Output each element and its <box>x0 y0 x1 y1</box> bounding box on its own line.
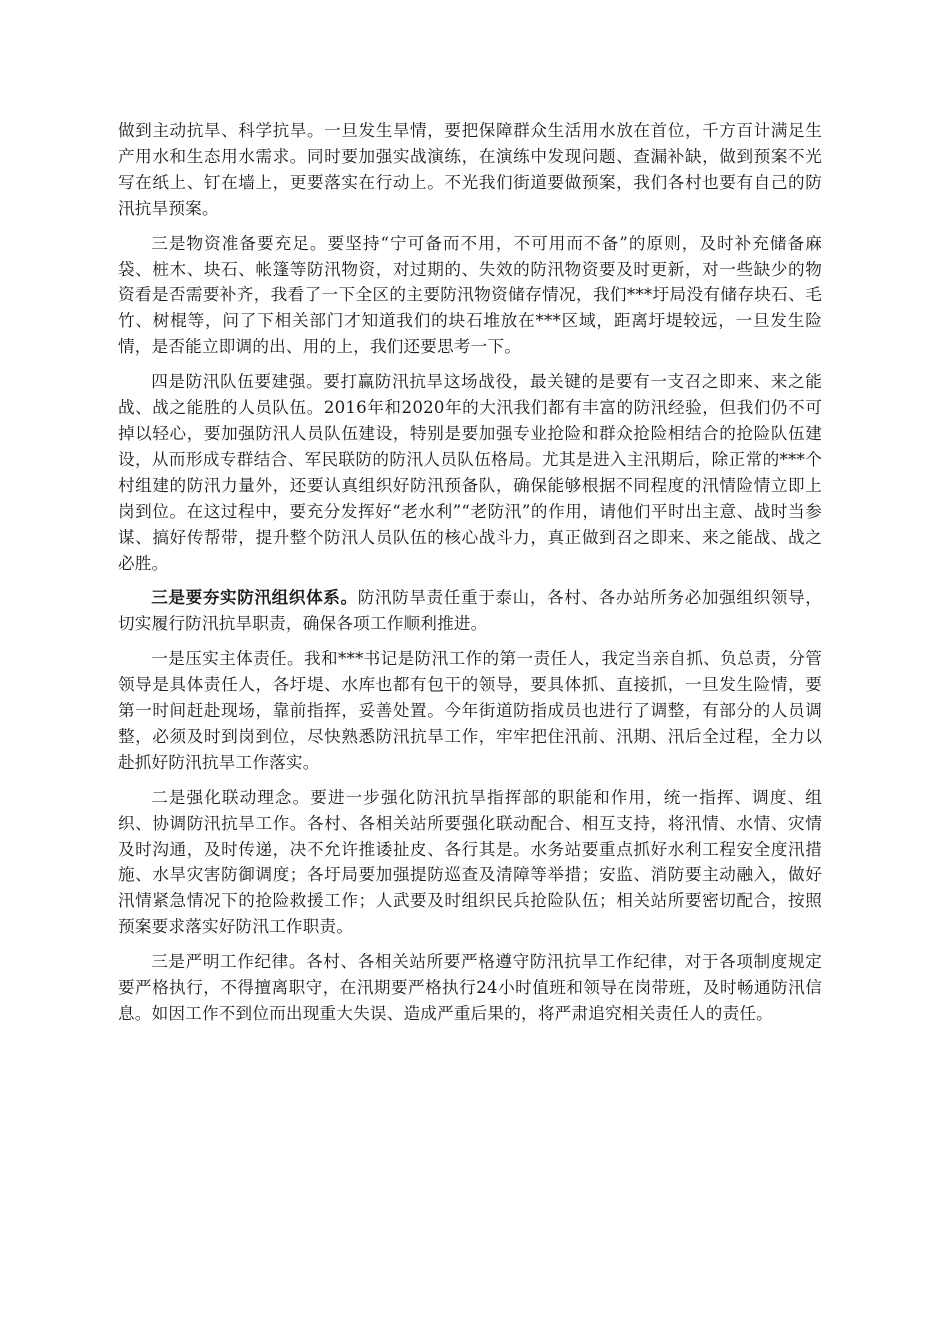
paragraph-7-text: 三是严明工作纪律。各村、各相关站所要严格遵守防汛抗旱工作纪律，对于各项制度规定要严格执行，不得擅离职守，在汛期要严格执行24小时值班和领导在岗带班，及时畅通防汛信息。如因工作不到位而出现重大失误、造成严重后果的，将严肃追究相关责任人的责任。 <box>118 952 822 1023</box>
paragraph-5-text: 一是压实主体责任。我和***书记是防汛工作的第一责任人，我定当亲自抓、负总责，分管领导是具体责任人，各圩堤、水库也都有包干的领导，要具体抓、直接抓，一旦发生险情，要第一时间赶赴现场，靠前指挥，妥善处置。今年街道防指成员也进行了调整，有部分的人员调整，必须及时到岗到位，尽快熟悉防汛抗旱工作，牢牢把住汛前、汛期、汛后全过程，全力以赴抓好防汛抗旱工作落实。 <box>118 649 822 772</box>
paragraph-1 <box>118 118 822 222</box>
paragraph-6 <box>118 785 822 940</box>
paragraph-3-text: 四是防汛队伍要建强。要打赢防汛抗旱这场战役，最关键的是要有一支召之即来、来之能战、战之能胜的人员队伍。2016年和2020年的大汛我们都有丰富的防汛经验，但我们仍不可掉以轻心，要加强防汛人员队伍建设，特别是要加强专业抢险和群众抢险相结合的抢险队伍建设，从而形成专群结合、军民联防的防汛人员队伍格局。尤其是进入主汛期后，除正常的***个村组建的防汛力量外，还要认真组织好防汛预备队，确保能够根据不同程度的汛情险情立即上岗到位。在这过程中，要充分发挥好“老水利”“老防汛”的作用，请他们平时出主意、战时当参谋、搞好传帮带，提升整个防汛人员队伍的核心战斗力，真正做到召之即来、来之能战、战之必胜。 <box>118 372 822 573</box>
paragraph-3 <box>118 369 822 576</box>
paragraph-2 <box>118 231 822 361</box>
document-body <box>118 118 822 1036</box>
paragraph-1-text: 做到主动抗旱、科学抗旱。一旦发生旱情，要把保障群众生活用水放在首位，千方百计满足生产用水和生态用水需求。同时要加强实战演练，在演练中发现问题、查漏补缺，做到预案不光写在纸上、钉在墙上，更要落实在行动上。不光我们街道要做预案，我们各村也要有自己的防汛抗旱预案。 <box>118 121 822 218</box>
paragraph-4-text: 防汛防旱责任重于泰山，各村、各办站所务必加强组织领导，切实履行防汛抗旱职责，确保各项工作顺利推进。 <box>118 588 822 634</box>
paragraph-2-text: 三是物资准备要充足。要坚持“宁可备而不用，不可用而不备”的原则，及时补充储备麻袋、桩木、块石、帐篷等防汛物资，对过期的、失效的防汛物资要及时更新，对一些缺少的物资看是否需要补齐，我看了一下全区的主要防汛物资储存情况，我们***圩局没有储存块石、毛竹、树棍等，问了下相关部门才知道我们的块石堆放在***区域，距离圩堤较远，一旦发生险情，是否能立即调的出、用的上，我们还要思考一下。 <box>118 233 822 357</box>
section-heading-lead: 三是要夯实防汛组织体系。 <box>151 587 358 608</box>
paragraph-5 <box>118 646 822 776</box>
paragraph-6-text: 二是强化联动理念。要进一步强化防汛抗旱指挥部的职能和作用，统一指挥、调度、组织、协调防汛抗旱工作。各村、各相关站所要强化联动配合、相互支持，将汛情、水情、灾情及时沟通，及时传递，决不允许推诿扯皮、各行其是。水务站要重点抓好水利工程安全度汛措施、水旱灾害防御调度；各圩局要加强提防巡查及清障等举措；安监、消防要主动融入，做好汛情紧急情况下的抢险救援工作；人武要及时组织民兵抢险队伍；相关站所要密切配合，按照预案要求落实好防汛工作职责。 <box>118 787 822 937</box>
paragraph-7 <box>118 949 822 1027</box>
paragraph-4 <box>118 585 822 637</box>
